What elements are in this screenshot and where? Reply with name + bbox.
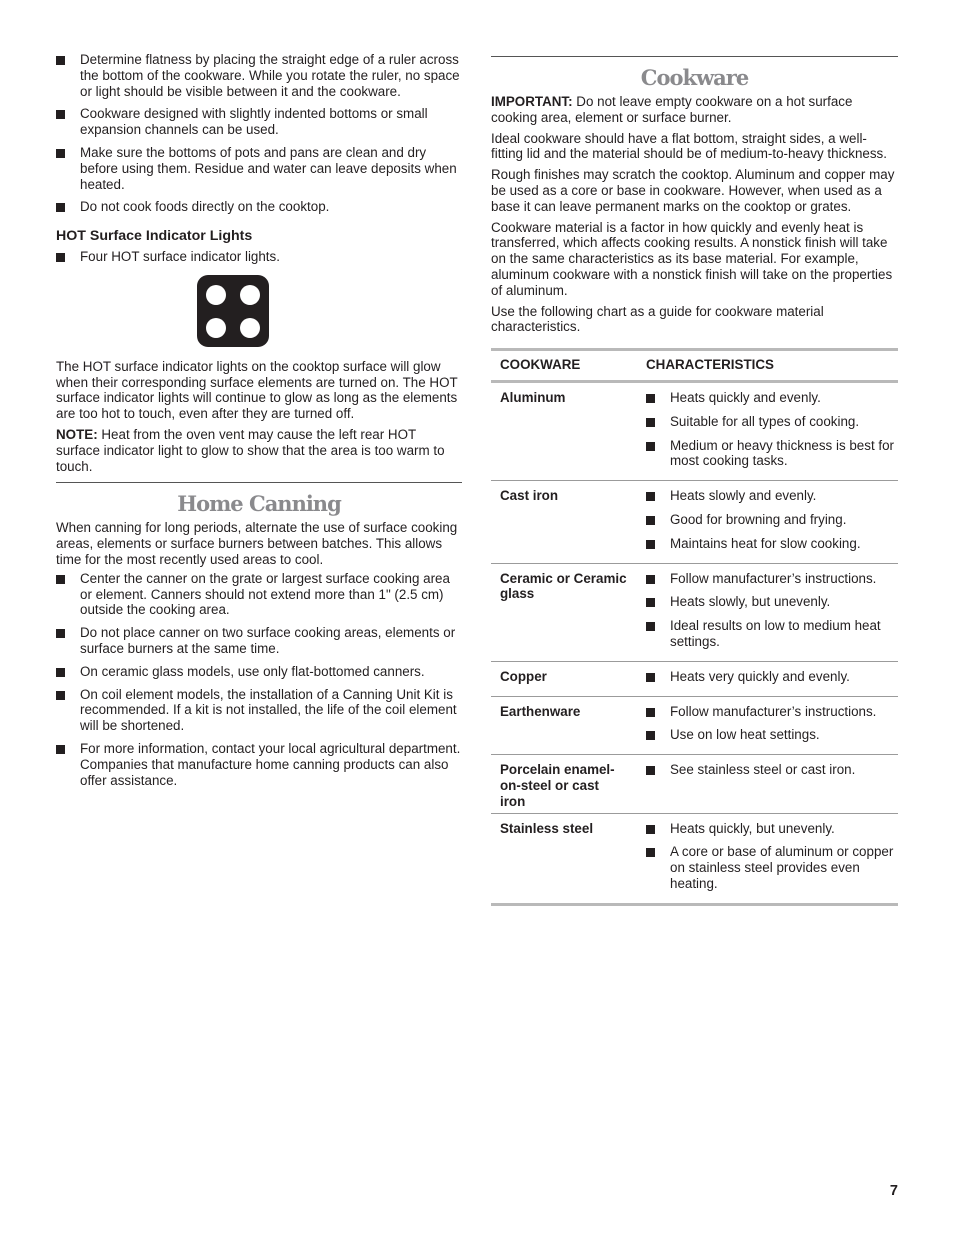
material-cell: Cast iron — [491, 481, 637, 563]
table-row — [491, 661, 898, 696]
list-item: Ideal results on low to medium heat settings. — [646, 618, 898, 650]
cookware-paragraph: Ideal cookware should have a flat bottom, straight sides, a well-fitting lid and the material should be of medium-to-heavy thickness. — [491, 130, 887, 162]
column-header: CHARACTERISTICS — [637, 350, 898, 382]
material-cell: Ceramic or Ceramic glass — [491, 563, 637, 661]
list-item: Maintains heat for slow cooking. — [646, 536, 898, 552]
material-cell: Copper — [491, 661, 637, 696]
hot-indicator-note — [56, 427, 462, 474]
traits-cell — [637, 481, 898, 563]
list-item: Medium or heavy thickness is best for most cooking tasks. — [646, 438, 898, 470]
list-item: Heats slowly and evenly. — [646, 488, 898, 504]
important-note — [491, 94, 898, 126]
cookware-paragraph: Rough finishes may scratch the cooktop. Aluminum and copper may be used as a core or base in cookware. However, when used as a base it can leave permanent marks on the cooktop or grates. — [491, 167, 895, 214]
traits-cell — [637, 696, 898, 755]
list-item: For more information, contact your local agricultural department. Companies that manufacture home canning products can also offer assistance. — [56, 741, 462, 788]
list-item: Follow manufacturer’s instructions. — [646, 571, 898, 587]
section-divider — [491, 56, 898, 57]
traits-cell — [637, 381, 898, 480]
page-number: 7 — [889, 1183, 898, 1199]
list-item: Four HOT surface indicator lights. — [56, 249, 462, 265]
traits-cell — [637, 563, 898, 661]
important-label: IMPORTANT: — [491, 94, 573, 109]
flatness-list — [56, 52, 462, 215]
left-column — [56, 52, 462, 795]
material-cell: Earthenware — [491, 696, 637, 755]
list-item: On coil element models, the installation of a Canning Unit Kit is recommended. If a kit is not installed, the life of the coil element will be shortened. — [56, 687, 462, 734]
list-item: Do not place canner on two surface cooking areas, elements or surface burners at the same time. — [56, 625, 462, 657]
table-row — [491, 755, 898, 813]
table-row — [491, 563, 898, 661]
important-text: Do not leave empty cookware on a hot surface cooking area, element or surface burner. — [491, 94, 853, 125]
hot-surface-indicator-icon — [197, 275, 269, 347]
list-item: Determine flatness by placing the straight edge of a ruler across the bottom of the cookware. While you rotate the ruler, no space or light should be visible between it and the cookware. — [56, 52, 462, 99]
list-item: Make sure the bottoms of pots and pans are clean and dry before using them. Residue and water can leave deposits when heated. — [56, 145, 462, 192]
table-row — [491, 696, 898, 755]
material-cell: Aluminum — [491, 381, 637, 480]
note-label: NOTE: — [56, 426, 98, 442]
list-item: Follow manufacturer’s instructions. — [646, 704, 898, 720]
list-item: Heats quickly and evenly. — [646, 390, 898, 406]
traits-cell — [637, 813, 898, 904]
hot-indicator-list — [56, 249, 462, 265]
traits-cell — [637, 755, 898, 813]
list-item: Use on low heat settings. — [646, 727, 898, 743]
cookware-title: Cookware — [640, 65, 749, 90]
right-column — [491, 56, 898, 906]
home-canning-list — [56, 571, 462, 789]
traits-cell — [637, 661, 898, 696]
list-item: Heats quickly, but unevenly. — [646, 821, 898, 837]
hot-indicator-paragraph: The HOT surface indicator lights on the cooktop surface will glow when their corresponding surface elements are turned on. The HOT surface indicator lights will continue to glow as long as the elements are too hot to touch, even after they are turned off. — [56, 358, 458, 422]
column-header: COOKWARE — [491, 350, 637, 382]
home-canning-title: Home Canning — [177, 491, 341, 517]
list-item: Heats very quickly and evenly. — [646, 669, 898, 685]
hot-indicator-heading: HOT Surface Indicator Lights — [56, 228, 253, 245]
table-header-row — [491, 350, 898, 382]
list-item: Center the canner on the grate or largest surface cooking area or element. Canners should not extend more than 1" (2.5 cm) outside the cooking area. — [56, 571, 462, 618]
table-row — [491, 381, 898, 480]
home-canning-intro: When canning for long periods, alternate the use of surface cooking areas, elements or surface burners between batches. This allows time for the most recently used areas to cool. — [56, 520, 458, 567]
table-row — [491, 481, 898, 563]
list-item: Suitable for all types of cooking. — [646, 414, 898, 430]
list-item: Do not cook foods directly on the cooktop. — [56, 199, 462, 215]
section-divider — [56, 482, 462, 483]
material-cell: Stainless steel — [491, 813, 637, 904]
cookware-paragraph: Cookware material is a factor in how quickly and evenly heat is transferred, which affects cooking results. A nonstick finish will take on the same characteristics as its base material. For example, aluminum cookware with a nonstick finish will take on the properties of aluminum. — [491, 219, 893, 298]
cookware-table — [491, 348, 898, 906]
cookware-paragraph: Use the following chart as a guide for cookware material characteristics. — [491, 303, 824, 335]
list-item: A core or base of aluminum or copper on stainless steel provides even heating. — [646, 844, 898, 891]
list-item: Cookware designed with slightly indented bottoms or small expansion channels can be used. — [56, 106, 462, 138]
note-text: Heat from the oven vent may cause the left rear HOT surface indicator light to glow to show that the area is too warm to touch. — [56, 426, 445, 474]
list-item: On ceramic glass models, use only flat-bottomed canners. — [56, 664, 462, 680]
list-item: Heats slowly, but unevenly. — [646, 594, 898, 610]
list-item: See stainless steel or cast iron. — [646, 762, 898, 778]
material-cell: Porcelain enamel-on-steel or cast iron — [491, 755, 637, 813]
table-row — [491, 813, 898, 904]
list-item: Good for browning and frying. — [646, 512, 898, 528]
